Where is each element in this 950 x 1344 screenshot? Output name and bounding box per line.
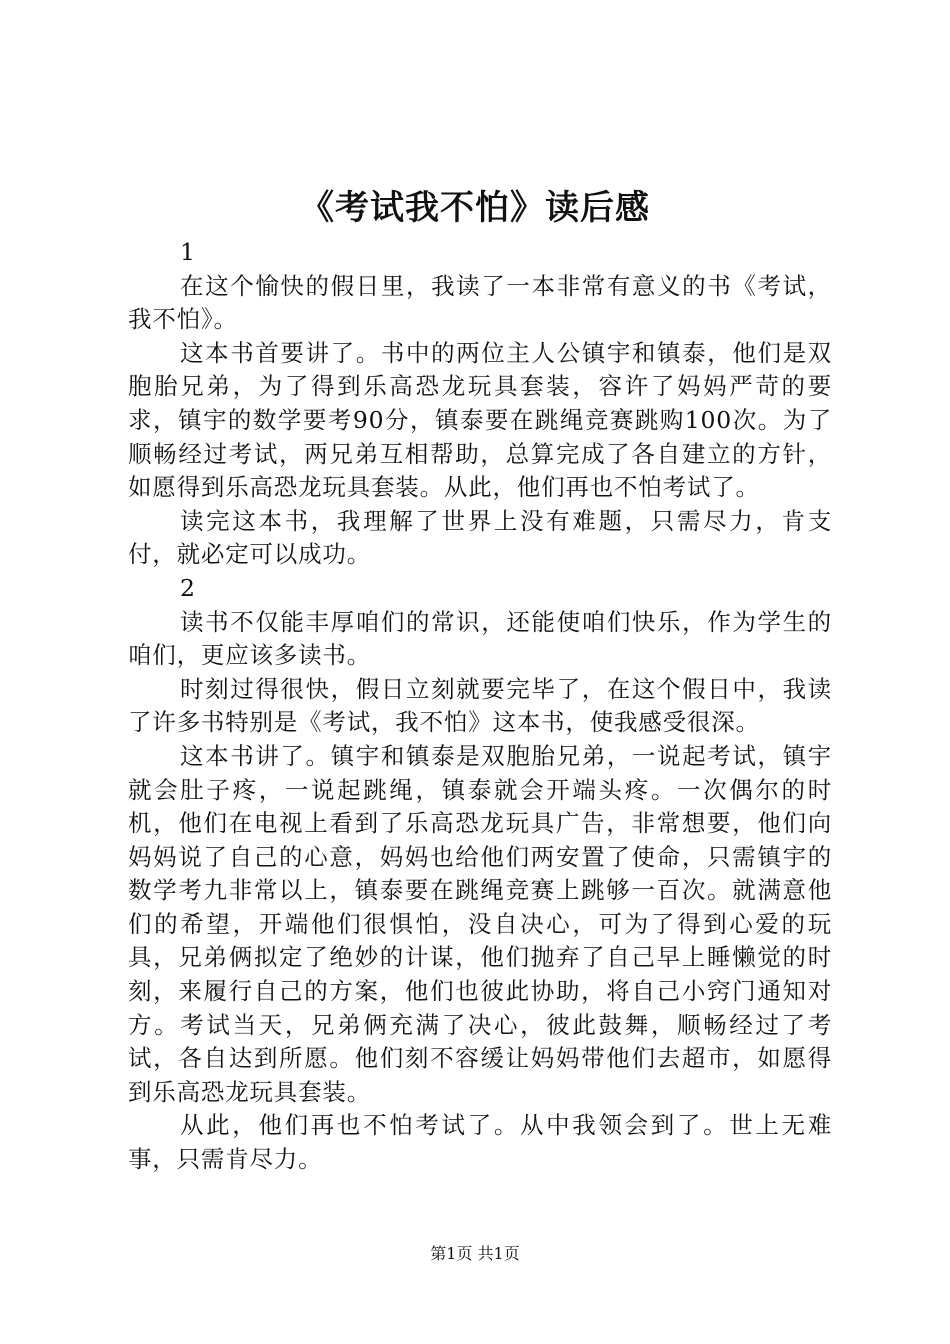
paragraph: 读完这本书，我理解了世界上没有难题，只需尽力，肯支付，就必定可以成功。 <box>128 506 832 569</box>
section-number: 2 <box>180 573 196 602</box>
section-number: 1 <box>180 238 196 266</box>
paragraph: 读书不仅能丰厚咱们的常识，还能使咱们快乐，作为学生的咱们，更应该多读书。 <box>128 607 832 670</box>
document-body <box>128 236 832 1177</box>
paragraph: 这本书讲了。镇宇和镇泰是双胞胎兄弟，一说起考试，镇宇就会肚子疼，一说起跳绳，镇泰就会开端头疼。一次偶尔的时机，他们在电视上看到了乐高恐龙玩具广告，非常想要，他们向妈妈说了自己的心意，妈妈也给他们两安置了使命，只需镇宇的数学考九非常以上，镇泰要在跳绳竞赛上跳够一百次。就满意他们的希望，开端他们很惧怕，没自决心，可为了得到心爱的玩具，兄弟俩拟定了绝妙的计谋，他们抛弃了自己早上睡懒觉的时刻，来履行自己的方案，他们也彼此协助，将自己小窍门通知对方。考试当天，兄弟俩充满了决心，彼此鼓舞，顺畅经过了考试，各自达到所愿。他们刻不容缓让妈妈带他们去超市，如愿得到乐高恐龙玩具套装。 <box>128 741 832 1106</box>
paragraph: 时刻过得很快，假日立刻就要完毕了，在这个假日中，我读了许多书特别是《考试，我不怕》这本书，使我感受很深。 <box>128 674 832 737</box>
paragraph: 在这个愉快的假日里，我读了一本非常有意义的书《考试，我不怕》。 <box>128 271 832 334</box>
paragraph: 这本书首要讲了。书中的两位主人公镇宇和镇泰，他们是双胞胎兄弟，为了得到乐高恐龙玩具套装，容许了妈妈严苛的要求，镇宇的数学要考90分，镇泰要在跳绳竞赛跳购100次。为了顺畅经过考试，两兄弟互相帮助，总算完成了各自建立的方针，如愿得到乐高恐龙玩具套装。从此，他们再也不怕考试了。 <box>128 338 832 502</box>
paragraph: 从此，他们再也不怕考试了。从中我领会到了。世上无难事，只需肯尽力。 <box>128 1111 832 1174</box>
page-footer: 第1页 共1页 <box>430 1244 520 1263</box>
document-title: 《考试我不怕》读后感 <box>300 188 650 228</box>
